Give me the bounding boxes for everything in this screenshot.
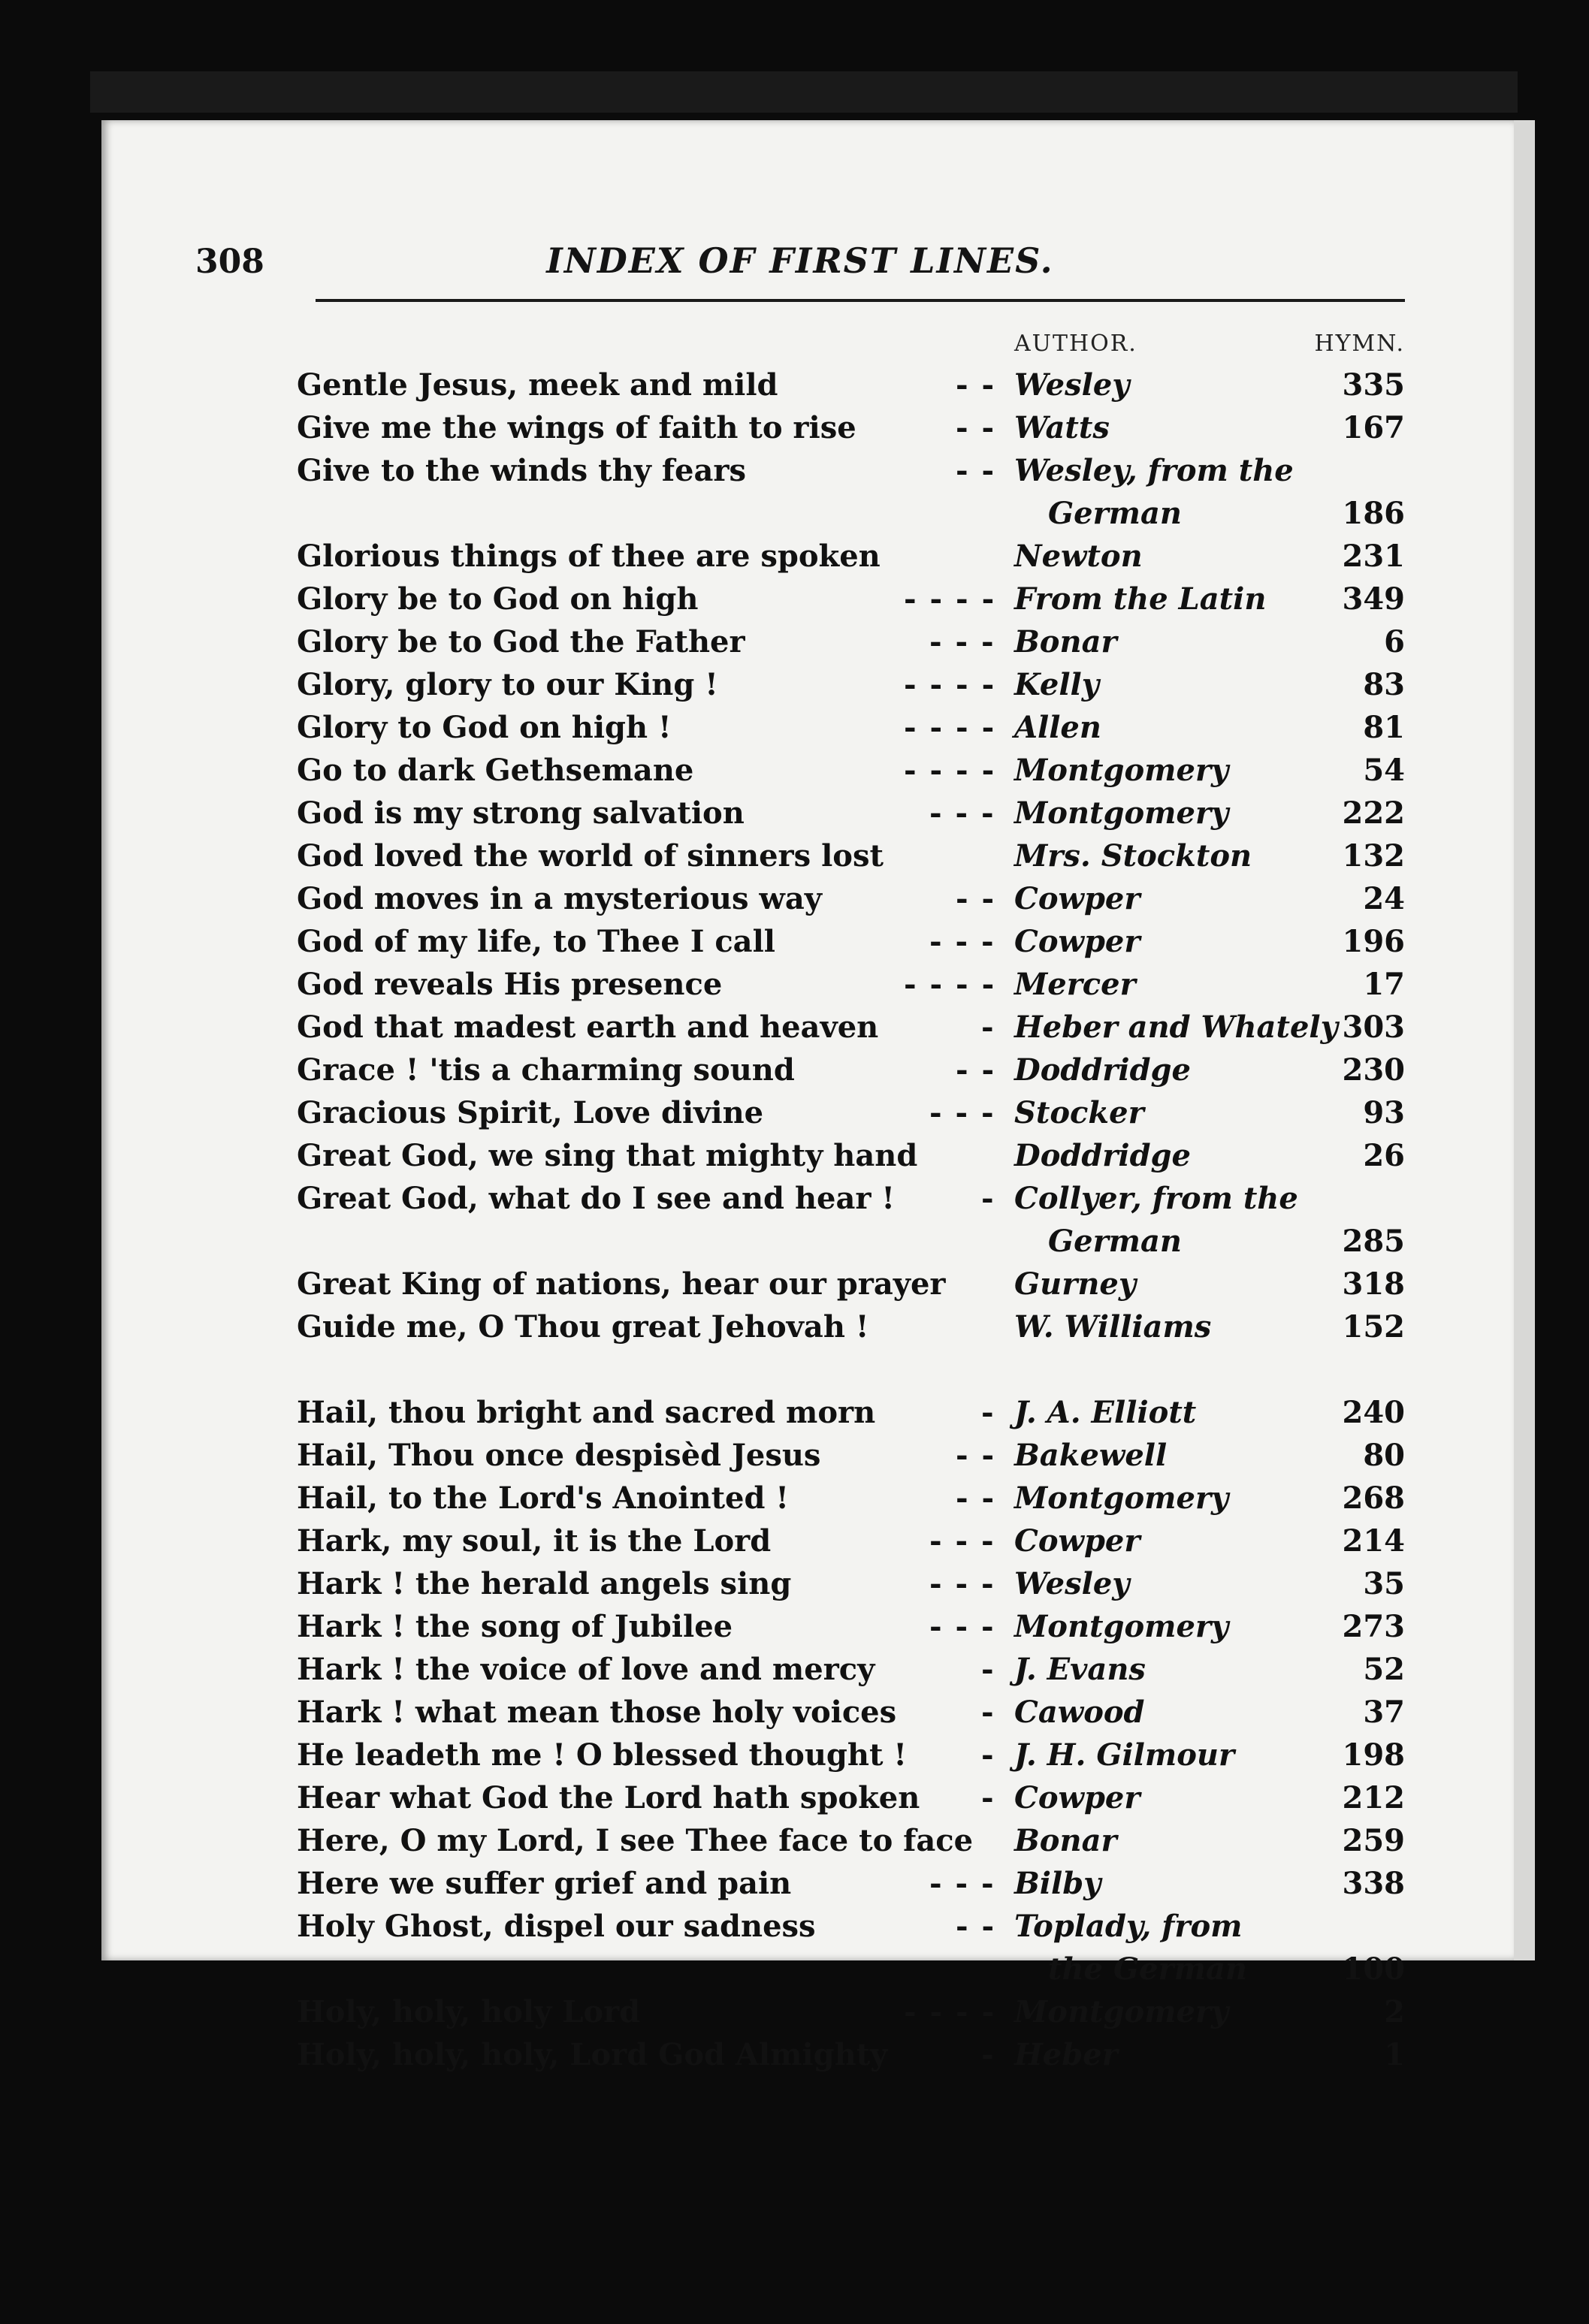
first-line-text: Hail, thou bright and sacred morn (297, 1395, 876, 1430)
author-name: Mrs. Stockton (1014, 838, 1252, 874)
author-name: Cawood (1014, 1695, 1145, 1730)
first-line-text: Here we suffer grief and pain (297, 1866, 792, 1901)
index-entry (297, 1819, 1405, 1862)
author-name: Cowper (1014, 924, 1140, 959)
hymn-number: 198 (1342, 1737, 1405, 1773)
author-name: Montgomery (1014, 795, 1229, 831)
index-entry (297, 535, 1405, 578)
index-entry (297, 1391, 1405, 1434)
author-name: W. Williams (1014, 1309, 1212, 1345)
author-name: Cowper (1014, 1523, 1140, 1559)
hymn-number: 231 (1342, 539, 1405, 574)
index-entry (297, 1691, 1405, 1734)
index-entry (297, 1562, 1405, 1605)
index-entry (297, 1648, 1405, 1691)
first-line-text: Holy, holy, holy Lord (297, 1994, 641, 2030)
author-name: Gurney (1014, 1266, 1137, 1302)
first-line-text: Great God, we sing that mighty hand (297, 1138, 918, 1173)
index-entry (297, 663, 1405, 706)
hymn-number: 83 (1363, 667, 1405, 702)
hymn-number: 285 (1342, 1224, 1405, 1259)
author-name: Watts (1014, 410, 1110, 445)
index-entry (297, 1862, 1405, 1905)
index-entry (297, 1134, 1405, 1177)
index-entry (297, 1520, 1405, 1562)
author-name: Newton (1014, 539, 1143, 574)
hymn-number: 80 (1363, 1438, 1405, 1473)
index-entry (297, 835, 1405, 877)
hymn-number: 268 (1342, 1480, 1405, 1516)
index-entry (297, 1734, 1405, 1776)
author-name: Montgomery (1014, 1609, 1229, 1644)
hymn-number: 349 (1342, 581, 1405, 617)
index-entry (297, 406, 1405, 449)
leader-dashes: - - (956, 1052, 996, 1088)
page-title: INDEX OF FIRST LINES. (546, 240, 1054, 281)
hymn-number: 17 (1363, 967, 1405, 1002)
hymn-number: 259 (1342, 1823, 1405, 1858)
leader-dashes: - - - (929, 795, 995, 831)
first-line-text: Guide me, O Thou great Jehovah ! (297, 1309, 869, 1345)
leader-dashes: - - (956, 1438, 996, 1473)
author-name: J. H. Gilmour (1014, 1737, 1235, 1773)
author-name-continued: German (1048, 496, 1183, 531)
index-entry (297, 1091, 1405, 1134)
hymn-number: 273 (1342, 1609, 1405, 1644)
index-entry (297, 1263, 1405, 1305)
first-line-text: God loved the world of sinners lost (297, 838, 884, 874)
author-name: Wesley, from the (1014, 453, 1294, 488)
first-line-text: Great God, what do I see and hear ! (297, 1181, 895, 1216)
index-entry (297, 1905, 1405, 1990)
column-headings (195, 330, 1405, 361)
index-entry (297, 578, 1405, 620)
index-entry (297, 1477, 1405, 1520)
index-entries (297, 364, 1405, 2076)
leader-dashes: - - (956, 1909, 996, 1944)
leader-dashes: - - - (929, 1566, 995, 1601)
hymn-number: 196 (1342, 924, 1405, 959)
author-name: Toplady, from (1014, 1909, 1243, 1944)
leader-dashes: - - - - (904, 1994, 996, 2030)
hymn-number: 318 (1342, 1266, 1405, 1302)
leader-dashes: - - - (929, 1523, 995, 1559)
author-name: Wesley (1014, 1566, 1130, 1601)
leader-dashes: - - - - (904, 967, 996, 1002)
index-entry (297, 2033, 1405, 2076)
leader-dashes: - - - - (904, 710, 996, 745)
author-name: Kelly (1014, 667, 1099, 702)
index-entry (297, 1006, 1405, 1049)
page-number: 308 (195, 243, 264, 281)
leader-dashes: - - - (929, 624, 995, 659)
leader-dashes: - (981, 1181, 995, 1216)
hymn-number: 24 (1363, 881, 1405, 916)
first-line-text: Hark ! the song of Jubilee (297, 1609, 733, 1644)
first-line-text: Gracious Spirit, Love divine (297, 1095, 764, 1130)
first-line-text: Go to dark Gethsemane (297, 753, 694, 788)
first-line-text: God is my strong salvation (297, 795, 745, 831)
leader-dashes: - - - (929, 924, 995, 959)
hymn-number: 212 (1342, 1780, 1405, 1815)
hymn-number: 35 (1363, 1566, 1405, 1601)
first-line-text: Hail, Thou once despisèd Jesus (297, 1438, 821, 1473)
leader-dashes: - - (956, 453, 996, 488)
leader-dashes: - (981, 1395, 995, 1430)
index-entry (297, 1177, 1405, 1263)
author-name: Montgomery (1014, 1994, 1229, 2030)
author-name: Allen (1014, 710, 1101, 745)
hymn-number: 222 (1342, 795, 1405, 831)
first-line-text: Hail, to the Lord's Anointed ! (297, 1480, 789, 1516)
first-line-text: Here, O my Lord, I see Thee face to face (297, 1823, 974, 1858)
index-entry (297, 1776, 1405, 1819)
first-line-text: Hark, my soul, it is the Lord (297, 1523, 772, 1559)
author-name: Montgomery (1014, 753, 1229, 788)
leader-dashes: - - - (929, 1609, 995, 1644)
scan-frame-edge (90, 71, 1518, 113)
first-line-text: Glory to God on high ! (297, 710, 672, 745)
leader-dashes: - - - - (904, 667, 996, 702)
page-header (195, 240, 1405, 285)
author-name: Bonar (1014, 1823, 1117, 1858)
author-name: Bakewell (1014, 1438, 1168, 1473)
leader-dashes: - (981, 1010, 995, 1045)
first-line-text: Glory be to God on high (297, 581, 699, 617)
leader-dashes: - (981, 1695, 995, 1730)
first-line-text: Glorious things of thee are spoken (297, 539, 881, 574)
first-line-text: God of my life, to Thee I call (297, 924, 775, 959)
first-line-text: Hark ! what mean those holy voices (297, 1695, 897, 1730)
author-name: J. Evans (1014, 1652, 1146, 1687)
hymn-number: 52 (1363, 1652, 1405, 1687)
leader-dashes: - - (956, 881, 996, 916)
index-entry (297, 364, 1405, 406)
index-entry (297, 1305, 1405, 1348)
leader-dashes: - (981, 2037, 995, 2072)
author-name: Bonar (1014, 624, 1117, 659)
leader-dashes: - - (956, 410, 996, 445)
author-name: Doddridge (1014, 1052, 1191, 1088)
first-line-text: Hear what God the Lord hath spoken (297, 1780, 920, 1815)
hymn-number: 214 (1342, 1523, 1405, 1559)
first-line-text: Holy, holy, holy, Lord God Almighty (297, 2037, 888, 2072)
index-entry (297, 749, 1405, 792)
author-name-continued: the German (1048, 1951, 1247, 1987)
first-line-text: Great King of nations, hear our prayer (297, 1266, 946, 1302)
index-entry (297, 792, 1405, 835)
hymn-number: 26 (1363, 1138, 1405, 1173)
hymn-number: 81 (1363, 710, 1405, 745)
index-entry (297, 1990, 1405, 2033)
hymn-number: 2 (1384, 1994, 1405, 2030)
hymn-number: 303 (1342, 1010, 1405, 1045)
first-line-text: He leadeth me ! O blessed thought ! (297, 1737, 907, 1773)
author-name: From the Latin (1014, 581, 1267, 617)
author-name: Stocker (1014, 1095, 1144, 1130)
leader-dashes: - (981, 1780, 995, 1815)
hymn-number: 230 (1342, 1052, 1405, 1088)
index-entry (297, 706, 1405, 749)
author-name: Wesley (1014, 367, 1130, 403)
first-line-text: Give me the wings of faith to rise (297, 410, 856, 445)
leader-dashes: - (981, 1737, 995, 1773)
index-entry (297, 1049, 1405, 1091)
index-entry (297, 877, 1405, 920)
author-name: Montgomery (1014, 1480, 1229, 1516)
leader-dashes: - - - - (904, 581, 996, 617)
first-line-text: Glory, glory to our King ! (297, 667, 718, 702)
header-rule (316, 299, 1405, 302)
author-name: Bilby (1014, 1866, 1101, 1901)
hymn-number: 93 (1363, 1095, 1405, 1130)
leader-dashes: - - - - (904, 753, 996, 788)
first-line-text: Hark ! the herald angels sing (297, 1566, 792, 1601)
hymn-number: 167 (1342, 410, 1405, 445)
index-entry (297, 1434, 1405, 1477)
author-name: Heber (1014, 2037, 1118, 2072)
first-line-text: God moves in a mysterious way (297, 881, 823, 916)
hymn-column-heading: HYMN. (1314, 330, 1405, 357)
index-entry (297, 963, 1405, 1006)
index-entry (297, 620, 1405, 663)
hymn-number: 335 (1342, 367, 1405, 403)
index-entry (297, 920, 1405, 963)
hymn-number: 338 (1342, 1866, 1405, 1901)
hymn-number: 1 (1384, 2037, 1405, 2072)
first-line-text: Gentle Jesus, meek and mild (297, 367, 778, 403)
author-column-heading: AUTHOR. (1014, 330, 1137, 357)
leader-dashes: - - (956, 367, 996, 403)
index-entry (297, 1605, 1405, 1648)
author-name-continued: German (1048, 1224, 1183, 1259)
author-name: J. A. Elliott (1014, 1395, 1197, 1430)
hymn-number: 100 (1342, 1951, 1405, 1987)
leader-dashes: - - - (929, 1095, 995, 1130)
hymn-number: 132 (1342, 838, 1405, 874)
index-entry (297, 449, 1405, 535)
hymn-number: 54 (1363, 753, 1405, 788)
leader-dashes: - - (956, 1480, 996, 1516)
hymn-number: 6 (1384, 624, 1405, 659)
hymn-number: 152 (1342, 1309, 1405, 1345)
author-name: Mercer (1014, 967, 1136, 1002)
first-line-text: God reveals His presence (297, 967, 723, 1002)
first-line-text: Grace ! 'tis a charming sound (297, 1052, 795, 1088)
hymn-number: 240 (1342, 1395, 1405, 1430)
author-name: Cowper (1014, 881, 1140, 916)
author-name: Heber and Whately (1014, 1010, 1338, 1045)
author-name: Cowper (1014, 1780, 1140, 1815)
first-line-text: Holy Ghost, dispel our sadness (297, 1909, 816, 1944)
first-line-text: Glory be to God the Father (297, 624, 745, 659)
author-name: Collyer, from the (1014, 1181, 1298, 1216)
author-name: Doddridge (1014, 1138, 1191, 1173)
first-line-text: Give to the winds thy fears (297, 453, 747, 488)
first-line-text: God that madest earth and heaven (297, 1010, 879, 1045)
leader-dashes: - - - (929, 1866, 995, 1901)
first-line-text: Hark ! the voice of love and mercy (297, 1652, 875, 1687)
hymn-number: 37 (1363, 1695, 1405, 1730)
leader-dashes: - (981, 1652, 995, 1687)
hymn-number: 186 (1342, 496, 1405, 531)
